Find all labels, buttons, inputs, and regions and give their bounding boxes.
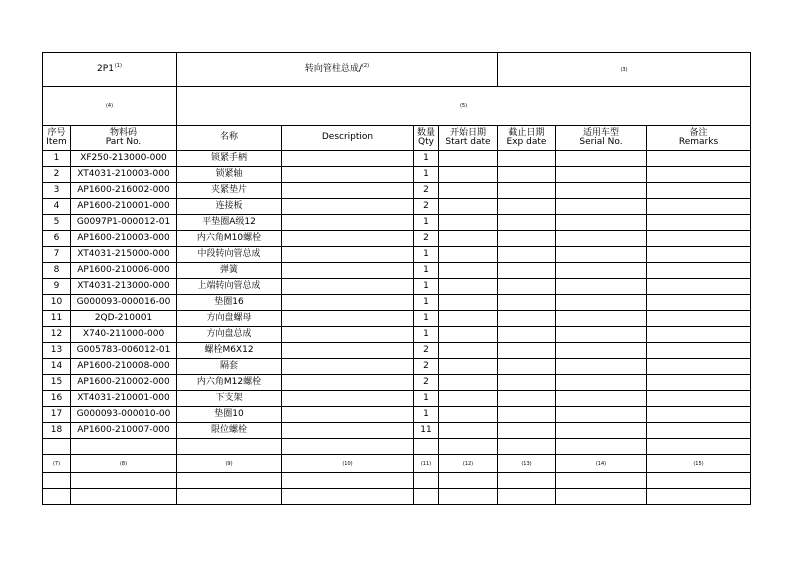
part-name: 夹紧垫片	[177, 183, 282, 199]
table-row	[43, 407, 751, 423]
col-serial-header	[556, 126, 647, 151]
item-number: 2	[43, 167, 71, 183]
part-name: 方向盘螺母	[177, 311, 282, 327]
sub-right-cell	[177, 87, 751, 126]
remarks-cell	[647, 391, 751, 407]
item-number: 15	[43, 375, 71, 391]
field-number-mark: (13)	[521, 460, 532, 467]
table-row	[43, 423, 751, 439]
col-start-header	[439, 126, 498, 151]
start-date-cell	[439, 263, 498, 279]
quantity: 1	[414, 215, 439, 231]
remarks-cell	[647, 343, 751, 359]
exp-date-cell	[498, 375, 556, 391]
exp-date-cell	[498, 167, 556, 183]
item-number: 4	[43, 199, 71, 215]
quantity: 1	[414, 151, 439, 167]
description-cell	[282, 295, 414, 311]
empty-cell	[71, 489, 177, 505]
col-start-cn: 开始日期	[449, 127, 486, 138]
description-cell	[282, 359, 414, 375]
blank-cell	[282, 439, 414, 455]
exp-date-cell	[498, 199, 556, 215]
description-cell	[282, 327, 414, 343]
part-name: 方向盘总成	[177, 327, 282, 343]
description-cell	[282, 167, 414, 183]
description-cell	[282, 263, 414, 279]
assembly-title: 转向管柱总成/	[304, 64, 362, 75]
serial-no-cell	[556, 423, 647, 439]
exp-date-cell	[498, 263, 556, 279]
field-number-mark: (10)	[342, 460, 353, 467]
remarks-cell	[647, 279, 751, 295]
description-cell	[282, 407, 414, 423]
part-name: 隔套	[177, 359, 282, 375]
table-row	[43, 359, 751, 375]
serial-no-cell	[556, 247, 647, 263]
description-cell	[282, 279, 414, 295]
part-number: AP1600-210006-000	[71, 263, 177, 279]
empty-cell	[177, 473, 282, 489]
col-qty-header	[414, 126, 439, 151]
corner-cell	[498, 53, 751, 87]
item-number: 7	[43, 247, 71, 263]
item-number: 6	[43, 231, 71, 247]
blank-cell	[177, 439, 282, 455]
exp-date-cell	[498, 423, 556, 439]
quantity: 2	[414, 359, 439, 375]
quantity: 1	[414, 279, 439, 295]
remarks-cell	[647, 407, 751, 423]
part-name: 内六角M12螺栓	[177, 375, 282, 391]
part-number: 2QD-210001	[71, 311, 177, 327]
serial-no-cell	[556, 167, 647, 183]
start-date-cell	[439, 375, 498, 391]
description-cell	[282, 391, 414, 407]
blank-cell	[71, 439, 177, 455]
col-exp-cn: 截止日期	[508, 127, 545, 138]
assembly-title-cell	[177, 53, 498, 87]
blank-cell	[498, 439, 556, 455]
item-number: 3	[43, 183, 71, 199]
serial-no-cell	[556, 407, 647, 423]
description-cell	[282, 375, 414, 391]
part-number: XT4031-213000-000	[71, 279, 177, 295]
exp-date-cell	[498, 183, 556, 199]
serial-no-cell	[556, 279, 647, 295]
remarks-cell	[647, 167, 751, 183]
parts-list-table	[42, 52, 751, 505]
item-number: 9	[43, 279, 71, 295]
serial-no-cell	[556, 295, 647, 311]
empty-cell	[414, 489, 439, 505]
field-number-cell	[647, 455, 751, 473]
part-name: 平垫圈A级12	[177, 215, 282, 231]
part-name: 弹簧	[177, 263, 282, 279]
item-number: 8	[43, 263, 71, 279]
table-row	[43, 183, 751, 199]
table-row	[43, 327, 751, 343]
field-number-cell	[177, 455, 282, 473]
sub-header-row	[43, 87, 751, 126]
table-row	[43, 151, 751, 167]
remarks-cell	[647, 311, 751, 327]
remarks-cell	[647, 199, 751, 215]
description-cell	[282, 215, 414, 231]
item-number: 11	[43, 311, 71, 327]
quantity: 1	[414, 295, 439, 311]
sub-left-cell	[43, 87, 177, 126]
col-remarks-en: Remarks	[678, 137, 719, 147]
field-number-mark: (15)	[693, 460, 704, 467]
remarks-cell	[647, 295, 751, 311]
part-name: 中段转向管总成	[177, 247, 282, 263]
item-number: 13	[43, 343, 71, 359]
serial-no-cell	[556, 327, 647, 343]
field-number-row	[43, 455, 751, 473]
description-cell	[282, 423, 414, 439]
assembly-code-mark: (1)	[114, 63, 122, 70]
quantity: 2	[414, 375, 439, 391]
table-row	[43, 215, 751, 231]
table-row	[43, 231, 751, 247]
exp-date-cell	[498, 247, 556, 263]
col-name-header: 名称	[177, 126, 282, 151]
empty-cell	[43, 473, 71, 489]
exp-date-cell	[498, 295, 556, 311]
serial-no-cell	[556, 263, 647, 279]
part-name: 锁紧手柄	[177, 151, 282, 167]
title-row	[43, 53, 751, 87]
part-name: 内六角M10螺栓	[177, 231, 282, 247]
blank-cell	[556, 439, 647, 455]
start-date-cell	[439, 151, 498, 167]
blank-cell	[414, 439, 439, 455]
exp-date-cell	[498, 391, 556, 407]
remarks-cell	[647, 231, 751, 247]
item-number: 16	[43, 391, 71, 407]
part-name: 下支架	[177, 391, 282, 407]
part-number: AP1600-216002-000	[71, 183, 177, 199]
description-cell	[282, 247, 414, 263]
col-qty-cn: 数量	[416, 127, 435, 138]
col-item-cn: 序号	[47, 127, 66, 138]
column-header-row	[43, 126, 751, 151]
serial-no-cell	[556, 375, 647, 391]
serial-no-cell	[556, 231, 647, 247]
description-cell	[282, 343, 414, 359]
blank-cell	[439, 439, 498, 455]
description-cell	[282, 183, 414, 199]
table-row	[43, 263, 751, 279]
empty-cell	[414, 473, 439, 489]
part-number: G0097P1-000012-01	[71, 215, 177, 231]
exp-date-cell	[498, 311, 556, 327]
start-date-cell	[439, 183, 498, 199]
quantity: 1	[414, 391, 439, 407]
serial-no-cell	[556, 391, 647, 407]
col-item-en: Item	[46, 137, 67, 147]
col-part-no-header	[71, 126, 177, 151]
start-date-cell	[439, 423, 498, 439]
table-row	[43, 199, 751, 215]
col-part-no-cn: 物料码	[109, 127, 137, 138]
assembly-code-cell	[43, 53, 177, 87]
table-row	[43, 167, 751, 183]
description-cell	[282, 231, 414, 247]
item-number: 17	[43, 407, 71, 423]
exp-date-cell	[498, 151, 556, 167]
empty-cell	[43, 489, 71, 505]
quantity: 2	[414, 183, 439, 199]
empty-cell	[439, 473, 498, 489]
quantity: 1	[414, 407, 439, 423]
serial-no-cell	[556, 359, 647, 375]
empty-cell	[556, 489, 647, 505]
item-number: 18	[43, 423, 71, 439]
empty-cell	[556, 473, 647, 489]
assembly-code: 2P1	[97, 64, 114, 75]
quantity: 1	[414, 167, 439, 183]
remarks-cell	[647, 375, 751, 391]
assembly-title-mark: (2)	[361, 63, 370, 70]
part-number: G005783-006012-01	[71, 343, 177, 359]
empty-row	[43, 473, 751, 489]
col-exp-en: Exp date	[506, 137, 547, 147]
table-row	[43, 391, 751, 407]
col-exp-header	[498, 126, 556, 151]
remarks-cell	[647, 183, 751, 199]
remarks-cell	[647, 327, 751, 343]
part-name: 限位螺栓	[177, 423, 282, 439]
part-number: AP1600-210008-000	[71, 359, 177, 375]
field-number-cell	[439, 455, 498, 473]
part-number: AP1600-210007-000	[71, 423, 177, 439]
part-number: G000093-000010-00	[71, 407, 177, 423]
exp-date-cell	[498, 327, 556, 343]
item-number: 1	[43, 151, 71, 167]
field-number-mark: (14)	[595, 460, 607, 467]
start-date-cell	[439, 295, 498, 311]
empty-row	[43, 489, 751, 505]
start-date-cell	[439, 215, 498, 231]
field-number-cell	[414, 455, 439, 473]
field-number-cell	[282, 455, 414, 473]
exp-date-cell	[498, 279, 556, 295]
part-name: 锁紧轴	[177, 167, 282, 183]
empty-cell	[647, 473, 751, 489]
table-row	[43, 343, 751, 359]
blank-cell	[647, 439, 751, 455]
part-name: 螺栓M6X12	[177, 343, 282, 359]
serial-no-cell	[556, 343, 647, 359]
col-description-header: Description	[282, 126, 414, 151]
remarks-cell	[647, 423, 751, 439]
part-number: XT4031-210001-000	[71, 391, 177, 407]
empty-cell	[282, 489, 414, 505]
col-part-no-en: Part No.	[105, 137, 142, 147]
col-remarks-cn: 备注	[689, 127, 708, 138]
quantity: 1	[414, 247, 439, 263]
start-date-cell	[439, 327, 498, 343]
item-number: 10	[43, 295, 71, 311]
part-number: XF250-213000-000	[71, 151, 177, 167]
exp-date-cell	[498, 231, 556, 247]
field-number-mark: (12)	[462, 460, 474, 467]
description-cell	[282, 311, 414, 327]
quantity: 2	[414, 199, 439, 215]
start-date-cell	[439, 311, 498, 327]
part-name: 垫圈16	[177, 295, 282, 311]
part-number: XT4031-210003-000	[71, 167, 177, 183]
quantity: 1	[414, 327, 439, 343]
empty-cell	[71, 473, 177, 489]
sub-right-mark: (5)	[459, 103, 468, 110]
empty-cell	[439, 489, 498, 505]
blank-row	[43, 439, 751, 455]
part-name: 垫圈10	[177, 407, 282, 423]
serial-no-cell	[556, 311, 647, 327]
empty-cell	[498, 489, 556, 505]
part-number: AP1600-210002-000	[71, 375, 177, 391]
serial-no-cell	[556, 183, 647, 199]
field-number-mark: (7)	[52, 460, 61, 467]
start-date-cell	[439, 279, 498, 295]
start-date-cell	[439, 247, 498, 263]
part-number: G000093-000016-00	[71, 295, 177, 311]
part-name: 连接板	[177, 199, 282, 215]
quantity: 11	[414, 423, 439, 439]
description-cell	[282, 151, 414, 167]
start-date-cell	[439, 343, 498, 359]
part-number: X740-211000-000	[71, 327, 177, 343]
col-remarks-header	[647, 126, 751, 151]
field-number-cell	[556, 455, 647, 473]
col-start-en: Start date	[445, 137, 491, 147]
empty-cell	[177, 489, 282, 505]
quantity: 2	[414, 231, 439, 247]
field-number-cell	[43, 455, 71, 473]
col-item-header	[43, 126, 71, 151]
exp-date-cell	[498, 215, 556, 231]
start-date-cell	[439, 167, 498, 183]
part-number: XT4031-215000-000	[71, 247, 177, 263]
blank-cell	[43, 439, 71, 455]
remarks-cell	[647, 151, 751, 167]
corner-mark: (3)	[620, 66, 628, 73]
col-serial-en: Serial No.	[579, 137, 623, 147]
field-number-cell	[71, 455, 177, 473]
part-number: AP1600-210001-000	[71, 199, 177, 215]
field-number-mark: (8)	[119, 460, 128, 467]
remarks-cell	[647, 263, 751, 279]
start-date-cell	[439, 391, 498, 407]
part-number: AP1600-210003-000	[71, 231, 177, 247]
exp-date-cell	[498, 359, 556, 375]
serial-no-cell	[556, 151, 647, 167]
table-row	[43, 247, 751, 263]
start-date-cell	[439, 359, 498, 375]
quantity: 1	[414, 263, 439, 279]
item-number: 12	[43, 327, 71, 343]
table-row	[43, 375, 751, 391]
empty-cell	[647, 489, 751, 505]
remarks-cell	[647, 359, 751, 375]
table-row	[43, 295, 751, 311]
serial-no-cell	[556, 199, 647, 215]
start-date-cell	[439, 199, 498, 215]
col-serial-cn: 适用车型	[582, 127, 619, 138]
exp-date-cell	[498, 343, 556, 359]
field-number-mark: (11)	[420, 460, 432, 467]
start-date-cell	[439, 231, 498, 247]
table-row	[43, 311, 751, 327]
col-qty-en: Qty	[418, 137, 434, 147]
description-cell	[282, 199, 414, 215]
remarks-cell	[647, 247, 751, 263]
sub-left-mark: (4)	[105, 103, 114, 110]
serial-no-cell	[556, 215, 647, 231]
empty-cell	[498, 473, 556, 489]
part-name: 上端转向管总成	[177, 279, 282, 295]
quantity: 2	[414, 343, 439, 359]
item-number: 14	[43, 359, 71, 375]
quantity: 1	[414, 311, 439, 327]
table-row	[43, 279, 751, 295]
field-number-mark: (9)	[225, 460, 233, 467]
item-number: 5	[43, 215, 71, 231]
exp-date-cell	[498, 407, 556, 423]
field-number-cell	[498, 455, 556, 473]
remarks-cell	[647, 215, 751, 231]
start-date-cell	[439, 407, 498, 423]
empty-cell	[282, 473, 414, 489]
